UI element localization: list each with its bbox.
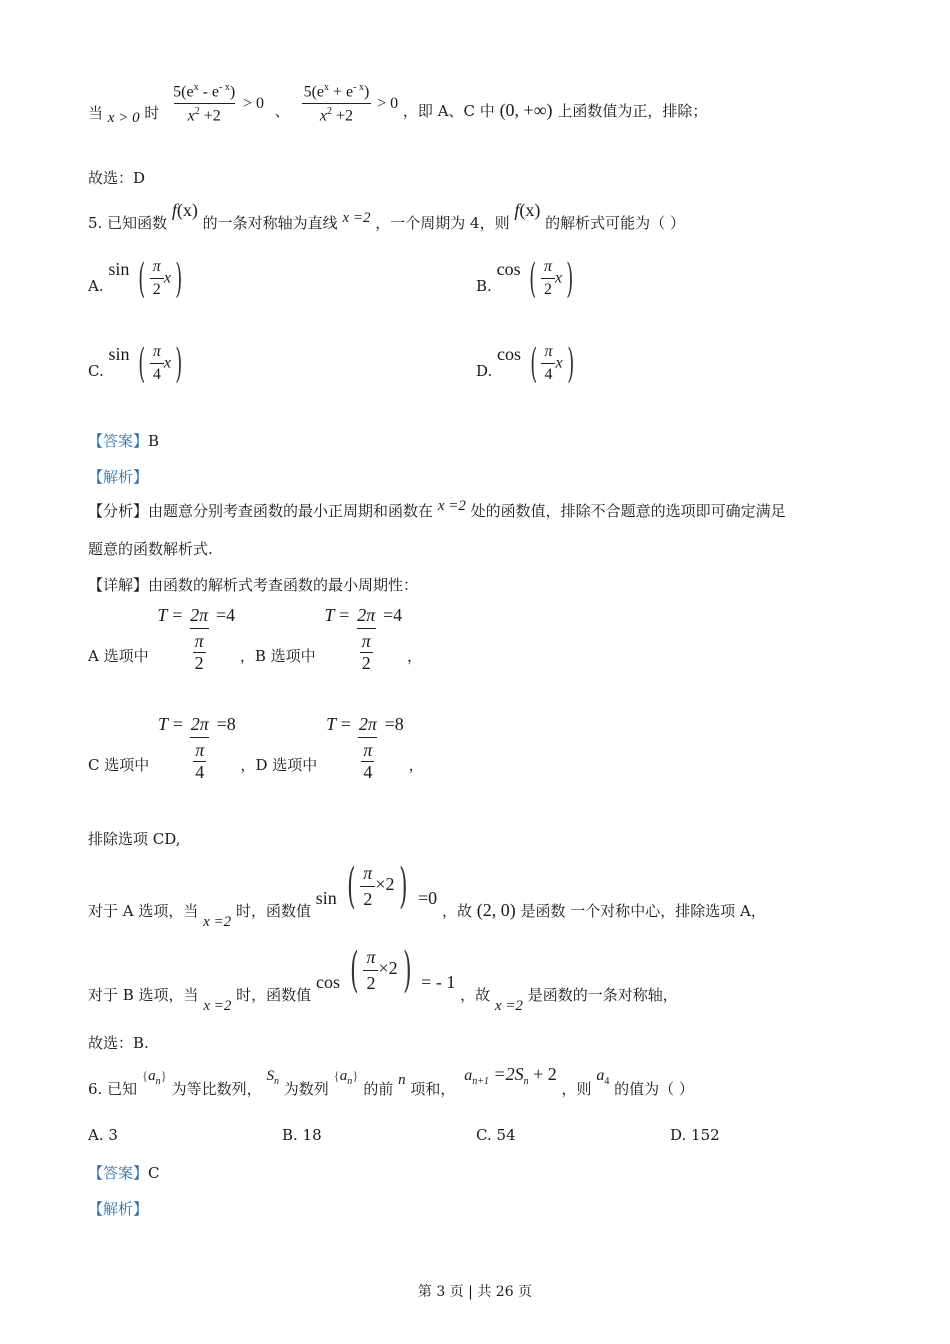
fn-sin: sin xyxy=(108,343,130,364)
fn-cos: cos xyxy=(497,343,522,364)
interval: (0, +∞) xyxy=(499,99,553,120)
gt-zero-2: > 0 xyxy=(377,94,399,112)
q5-fx: (x) xyxy=(176,200,198,220)
q5-answer xyxy=(88,430,159,451)
q6-option-c[interactable]: C. 54 xyxy=(476,1126,516,1144)
q5-option-b[interactable]: B. cos ( $\frac{\pi}{2}$ x ) xyxy=(476,255,574,302)
q5-x2: x =2 xyxy=(342,210,371,226)
q5-f-2: f xyxy=(514,200,520,220)
exclude-cd: 排除选项 CD, xyxy=(88,830,181,848)
q6-option-b[interactable]: B. 18 xyxy=(282,1126,322,1144)
check-a: 对于 A 选项，当 x =2 时，函数值 sin ( $\frac{\pi}{2}$ ×2 ) =0 ，故 (2, 0) 是函数 一个对称中心，排除选项 A， xyxy=(88,858,766,930)
q5-stem xyxy=(88,200,685,232)
xiangjie-tag: 【详解】 xyxy=(88,576,149,594)
answer-tag: 【答案】 xyxy=(88,432,149,450)
cond-x: x > 0 xyxy=(107,109,140,126)
q5-prefix: 5. 已知函数 xyxy=(88,214,168,232)
fraction-2 xyxy=(301,82,373,126)
q5-fx-2: (x) xyxy=(519,200,541,220)
fraction-1-den: $x^2 +2$ xyxy=(174,103,235,125)
answer-value: B xyxy=(148,432,160,450)
q6-stem: 6. 已知 $\{a_n\}$ 为等比数列， $S_n$ 为数列 $\{a_n\}$ 的前 n 项和， $a_{n+1} =2S_n + 2$ ，则 $a_4$ 的值为（ ） xyxy=(88,1064,694,1098)
q5-mid2: ，一个周期为 4，则 xyxy=(375,214,510,232)
cond-suffix-b: 上函数值为正，排除； xyxy=(557,101,708,120)
fraction-1-num: $5(e^x - e^{- x})$ xyxy=(173,82,236,101)
answer-tag: 【答案】 xyxy=(88,1164,149,1182)
fn-cos: cos xyxy=(496,258,521,279)
q5-xiangjie: 【详解】由函数的解析式考查函数的最小周期性： xyxy=(88,576,419,594)
q5-option-a[interactable]: A. sin ( $\frac{\pi}{2}$ x ) xyxy=(88,255,183,302)
q6-answer xyxy=(88,1162,160,1183)
q5-mid1: 的一条对称轴为直线 xyxy=(202,214,338,232)
page-footer: 第 3 页 | 共 26 页 xyxy=(417,1284,533,1300)
fn-sin: sin xyxy=(108,258,130,279)
cond-suffix-a: ，即 A、C 中 xyxy=(402,101,495,120)
fraction-2-den: $x^2 +2$ xyxy=(302,103,371,125)
gt-zero-1: > 0 xyxy=(242,94,265,112)
q5-mid3: 的解析式可能为（ ） xyxy=(545,214,685,232)
line-condition xyxy=(88,82,707,132)
q5-f: f xyxy=(171,200,177,220)
sep: 、 xyxy=(274,101,290,120)
q5-fenxi: 【分析】由题意分别考查函数的最小正周期和函数在 x =2 处的函数值，排除不合题意的选项即可确定满足 xyxy=(88,498,786,520)
q5-fenxi-cont: 题意的函数解析式. xyxy=(88,540,213,558)
period-row-ab: A 选项中 T = 2π π 2 =4 ，B 选项中 T = 2π π 2 =4 ， xyxy=(88,605,422,673)
q6-option-a[interactable]: A. 3 xyxy=(88,1126,118,1144)
q5-option-c[interactable]: C. sin ( $\frac{\pi}{4}$ x ) xyxy=(88,340,183,387)
fraction-2-num: $5(e^x + e^{- x})$ xyxy=(303,82,370,101)
period-row-cd: C 选项中 T = 2π π 4 =8 ，D 选项中 T = 2π π 4 =8 ， xyxy=(88,714,424,782)
q6-jiexi-tag: 【解析】 xyxy=(88,1200,149,1218)
check-b: 对于 B 选项，当 x =2 时，函数值 cos ( $\frac{\pi}{2}$ ×2 ) = - 1 ，故 x =2 是函数的一条对称轴， xyxy=(88,942,678,1014)
fenxi-tag: 【分析】 xyxy=(88,502,149,520)
answer-value: C xyxy=(148,1164,160,1182)
gu-xuan-2: 故选：B. xyxy=(88,1034,149,1052)
gu-xuan-1: 故选：D xyxy=(88,169,146,187)
cond-prefix: 当 xyxy=(88,103,104,122)
cond-shi: 时 xyxy=(144,103,160,122)
q5-jiexi-tag: 【解析】 xyxy=(88,468,149,486)
q6-option-d[interactable]: D. 152 xyxy=(670,1126,720,1144)
q5-option-d[interactable]: D. cos ( $\frac{\pi}{4}$ x ) xyxy=(476,340,574,387)
fraction-1 xyxy=(170,82,238,126)
